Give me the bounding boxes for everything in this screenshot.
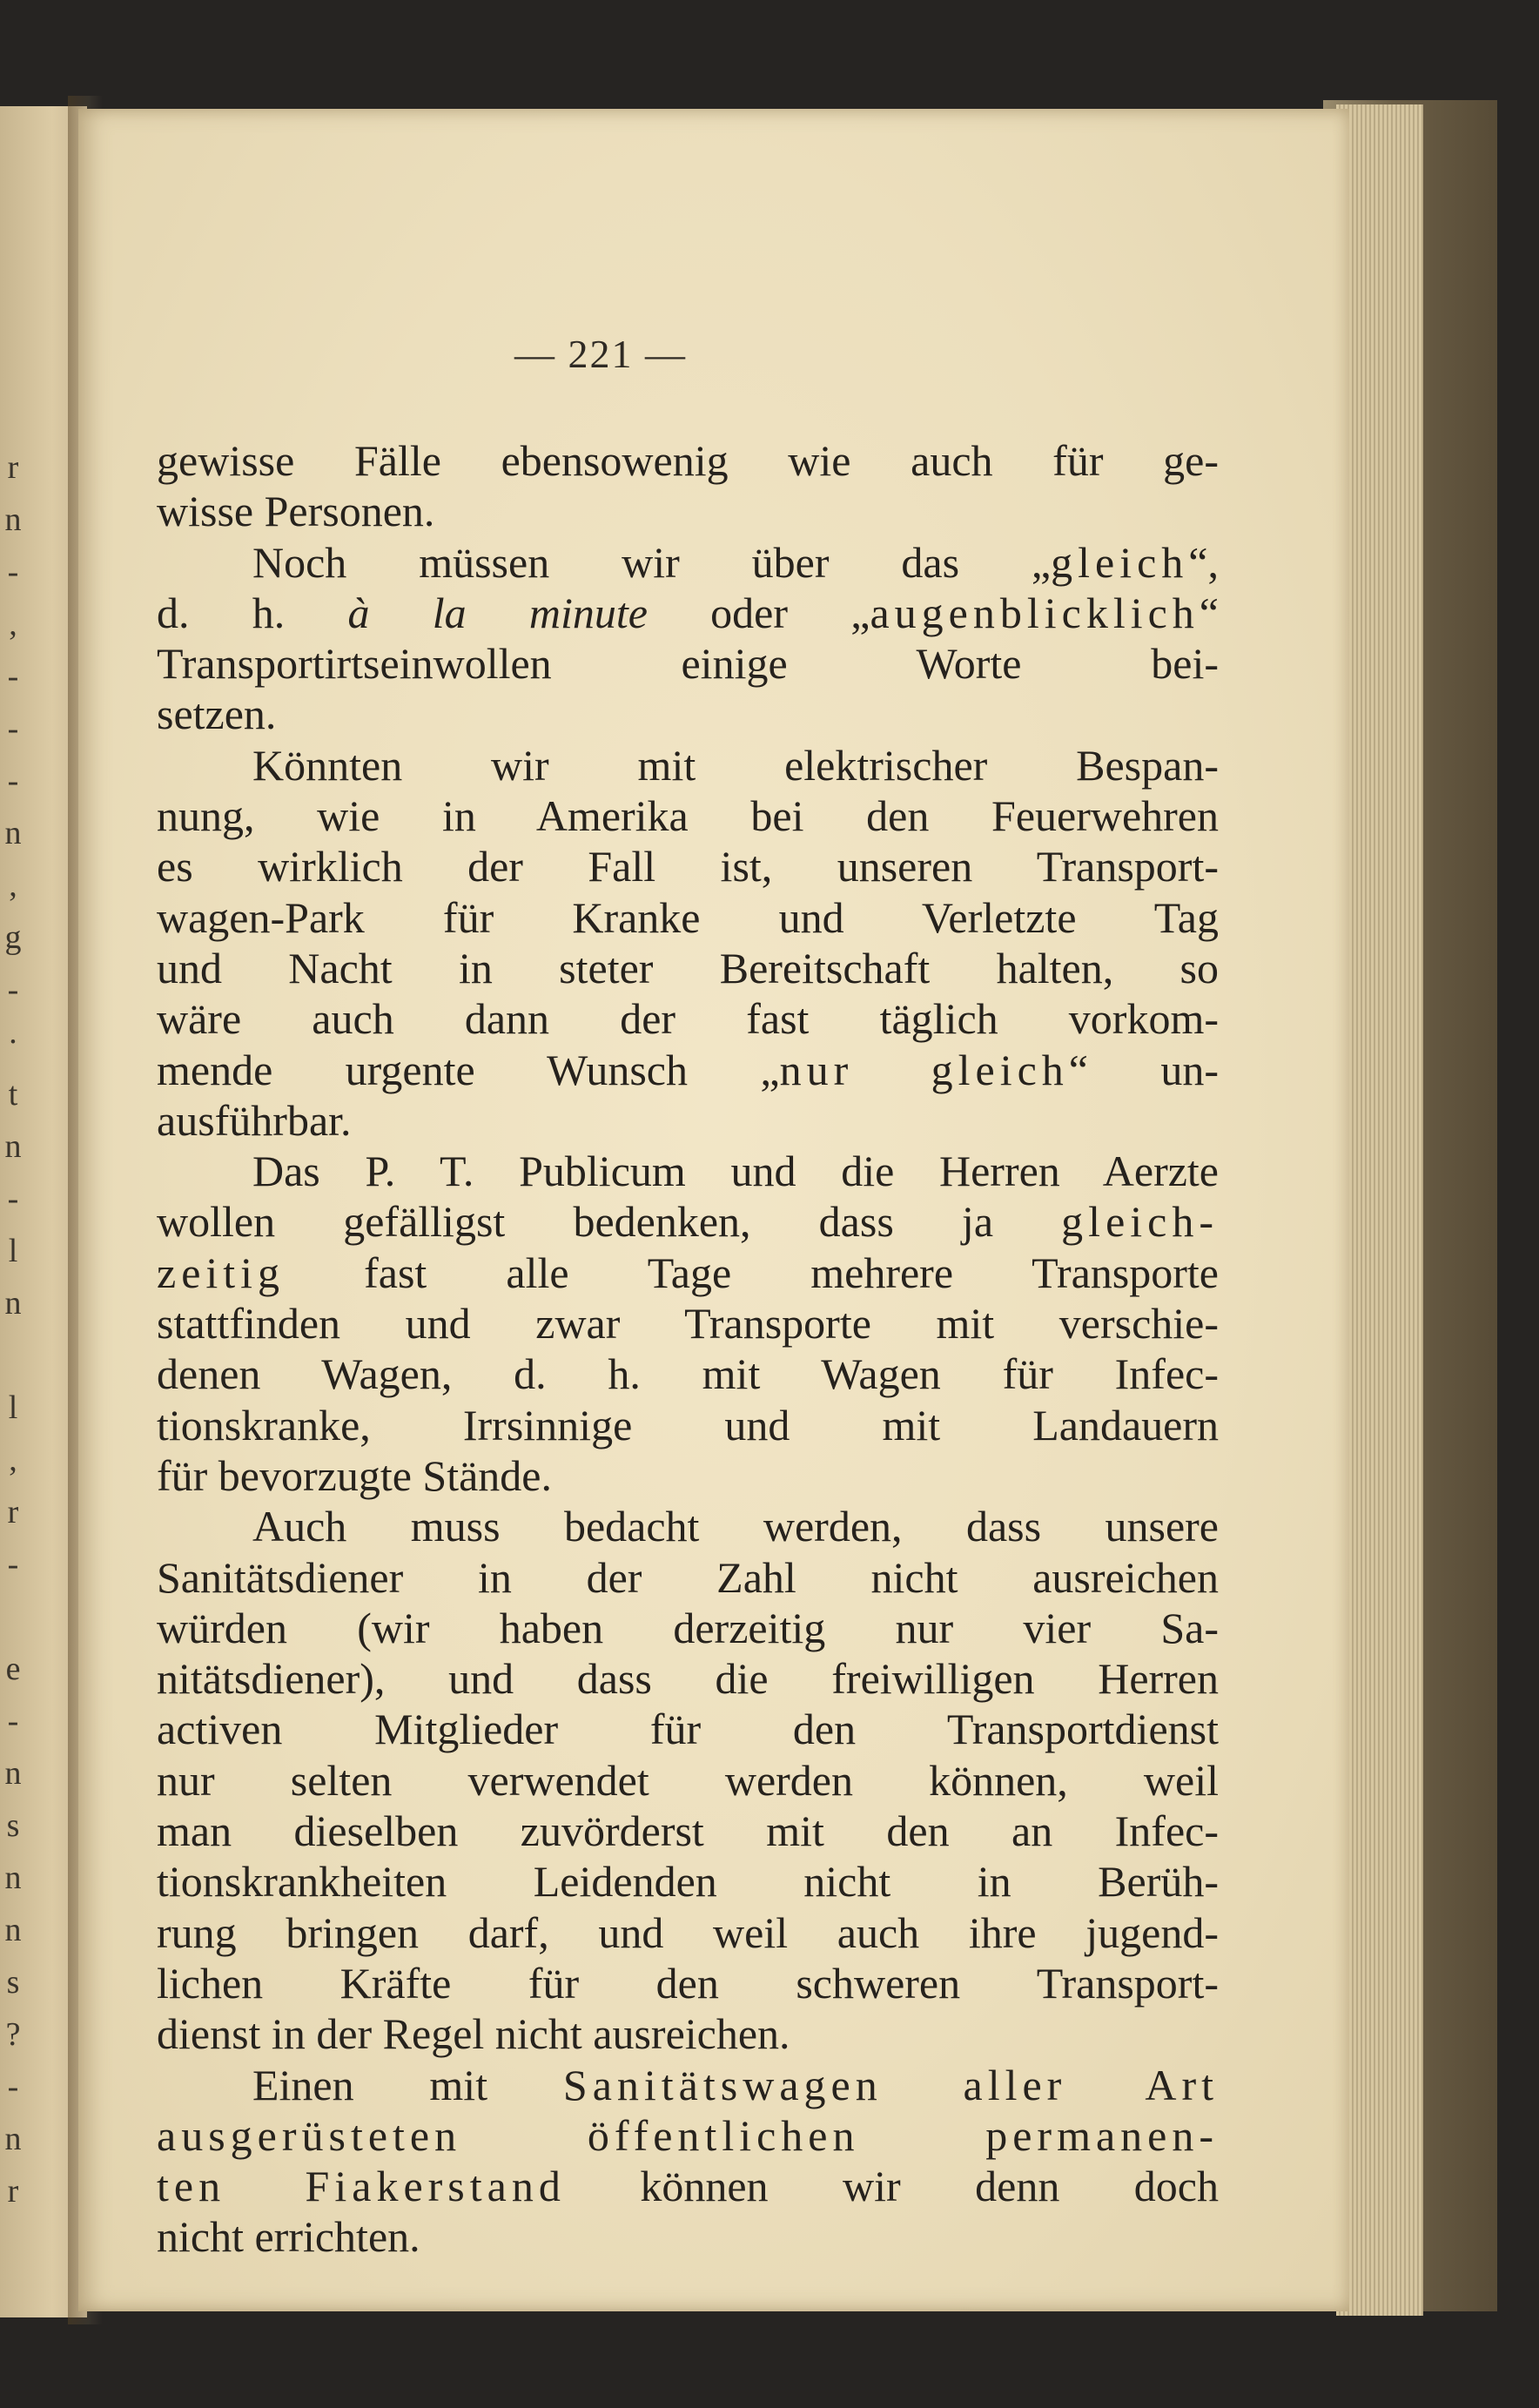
facing-letter: - [7, 972, 19, 1008]
text-run: “ [1199, 588, 1219, 637]
text-line [157, 2211, 1219, 2262]
facing-letter: n [4, 1860, 22, 1896]
facing-letter: - [7, 1703, 19, 1739]
text-run: Auch muss bedacht werden, dass unsere [252, 1502, 1219, 1551]
body-text [157, 435, 1219, 2263]
text-run: denen Wagen, d. h. mit Wagen für Infec- [157, 1349, 1219, 1399]
text-line [157, 943, 1219, 993]
text-run: tionskrankheiten Leidenden nicht in Berüh- [157, 1857, 1219, 1907]
facing-letter: g [4, 919, 22, 956]
text-line [157, 2008, 1219, 2059]
facing-letter: , [9, 606, 17, 642]
text-run: Noch müssen wir über das „ [252, 537, 1052, 587]
text-line [157, 1349, 1219, 1399]
spaced-emphasis: Sanitätswagen aller Art [562, 2060, 1219, 2109]
spaced-emphasis: ausgerüsteten öffentlichen permanen- [157, 2110, 1219, 2160]
text-run: können wir denn doch [565, 2162, 1219, 2211]
spaced-emphasis: augenblicklich [870, 588, 1200, 637]
facing-letter: , [9, 1442, 17, 1478]
text-line [157, 486, 1219, 536]
text-line [157, 1552, 1219, 1603]
facing-letter: - [7, 658, 19, 695]
facing-letter: - [7, 710, 19, 747]
text-run: wäre auch dann der fast täglich vorkom- [157, 994, 1219, 1044]
text-run: Transportirtseinwollen einige Worte bei- [157, 639, 1219, 689]
text-run: nur selten verwendet werden können, weil [157, 1755, 1219, 1805]
facing-letter: n [4, 501, 22, 538]
facing-letter [0, 1329, 26, 1382]
text-run: man dieselben zuvörderst mit den an Infec- [157, 1806, 1219, 1856]
text-run: wisse Personen. [157, 487, 435, 536]
text-run: “ un- [1068, 1045, 1220, 1094]
text-run: setzen. [157, 689, 277, 739]
facing-letter: n [4, 2121, 22, 2157]
facing-letter: - [7, 2068, 19, 2105]
text-run: nung, wie in Amerika bei den Feuerwehren [157, 791, 1219, 841]
facing-letter: n [4, 1128, 22, 1165]
facing-letter: s [6, 1964, 20, 2001]
facing-letter: n [4, 1285, 22, 1322]
text-run: d. h. [157, 588, 348, 637]
text-line [157, 435, 1219, 486]
text-run: rung bringen darf, und weil auch ihre jugend- [157, 1907, 1219, 1957]
text-line [157, 1146, 1219, 1196]
text-run: wagen-Park für Kranke und Verletzte Tag [157, 892, 1219, 942]
facing-letter: e [5, 1651, 21, 1687]
text-line [157, 993, 1219, 1044]
text-line [157, 1806, 1219, 1856]
facing-letter: - [7, 554, 19, 590]
text-line [157, 2060, 1219, 2110]
text-run: gewisse Fälle ebensowenig wie auch für ge- [157, 436, 1219, 485]
facing-letter: - [7, 1546, 19, 1583]
facing-letter: · [7, 1024, 19, 1060]
text-run: tionskranke, Irrsinnige und mit Landauern [157, 1400, 1219, 1450]
text-run: und Nacht in steter Bereitschaft halten, so [157, 943, 1219, 992]
text-line [157, 537, 1219, 588]
text-run: mende urgente Wunsch „ [157, 1045, 780, 1094]
text-run: activen Mitglieder für den Transportdienst [157, 1705, 1219, 1754]
facing-letter: - [7, 1180, 19, 1217]
text-line [157, 2161, 1219, 2211]
text-line [157, 638, 1219, 689]
facing-letter [0, 1591, 26, 1643]
facing-letter: s [6, 1807, 20, 1844]
facing-letter: n [4, 1755, 22, 1792]
text-run: würden (wir haben derzeitig nur vier Sa- [157, 1603, 1219, 1652]
text-line [157, 1095, 1219, 1146]
text-line [157, 1501, 1219, 1551]
text-run: Einen mit [252, 2060, 563, 2109]
spaced-emphasis: gleich- [1061, 1197, 1219, 1247]
page-stack-edges [1336, 104, 1423, 2316]
spaced-emphasis: gleich [1051, 537, 1189, 587]
text-line [157, 1045, 1219, 1095]
text-line [157, 841, 1219, 891]
text-run: stattfinden und zwar Transporte mit verschie- [157, 1299, 1219, 1349]
text-run: fast alle Tage mehrere Transporte [285, 1248, 1219, 1297]
text-line [157, 1450, 1219, 1501]
spaced-emphasis: ten Fiakerstand [157, 2162, 566, 2211]
text-run: für bevorzugte Stände. [157, 1450, 553, 1500]
text-run: lichen Kräfte für den schweren Transport- [157, 1958, 1219, 2008]
text-line [157, 1755, 1219, 1806]
text-run: nitätsdiener), und dass die freiwilligen Herren [157, 1654, 1219, 1704]
text-run: “, [1188, 537, 1219, 587]
book-page [78, 109, 1349, 2311]
spaced-emphasis: nur gleich [779, 1045, 1069, 1094]
facing-letter: r [7, 1494, 19, 1530]
facing-letter: - [7, 763, 19, 799]
text-line [157, 1958, 1219, 2008]
facing-letter: n [4, 1912, 22, 1948]
facing-letter: ? [5, 2016, 21, 2053]
text-line [157, 1704, 1219, 1754]
page-number: — 221 — [514, 332, 687, 376]
text-line [157, 588, 1219, 638]
facing-letter: , [9, 867, 17, 904]
facing-page-letters [0, 441, 26, 2217]
text-run: oder „ [647, 588, 870, 637]
text-run: dienst in der Regel nicht ausreichen. [157, 2009, 790, 2059]
text-run: wollen gefälligst bedenken, dass ja [157, 1197, 1062, 1247]
text-run: nicht errichten. [157, 2212, 420, 2262]
text-line [157, 1653, 1219, 1704]
text-run: Könnten wir mit elektrischer Bespan- [252, 740, 1219, 790]
facing-letter: l [8, 1233, 18, 1269]
text-line [157, 2110, 1219, 2161]
text-line [157, 892, 1219, 943]
text-line [157, 1856, 1219, 1907]
text-line [157, 689, 1219, 739]
text-line [157, 1196, 1219, 1247]
text-line [157, 1298, 1219, 1349]
facing-letter: n [4, 815, 22, 851]
text-run: Sanitätsdiener in der Zahl nicht ausreichen [157, 1552, 1219, 1602]
text-run: ausführbar. [157, 1095, 352, 1145]
facing-letter: r [7, 449, 19, 486]
facing-letter: t [8, 1076, 18, 1113]
text-line [157, 740, 1219, 790]
facing-letter: l [8, 1389, 18, 1426]
italic-phrase: à la minute [347, 588, 648, 637]
text-line [157, 1400, 1219, 1450]
spaced-emphasis: zeitig [157, 1248, 286, 1297]
text-line [157, 1248, 1219, 1298]
text-line [157, 1603, 1219, 1653]
text-run: Das P. T. Publicum und die Herren Aerzte [252, 1147, 1219, 1196]
facing-letter: r [7, 2173, 19, 2210]
text-line [157, 1907, 1219, 1958]
text-run: es wirklich der Fall ist, unseren Transport- [157, 842, 1219, 891]
text-line [157, 790, 1219, 841]
